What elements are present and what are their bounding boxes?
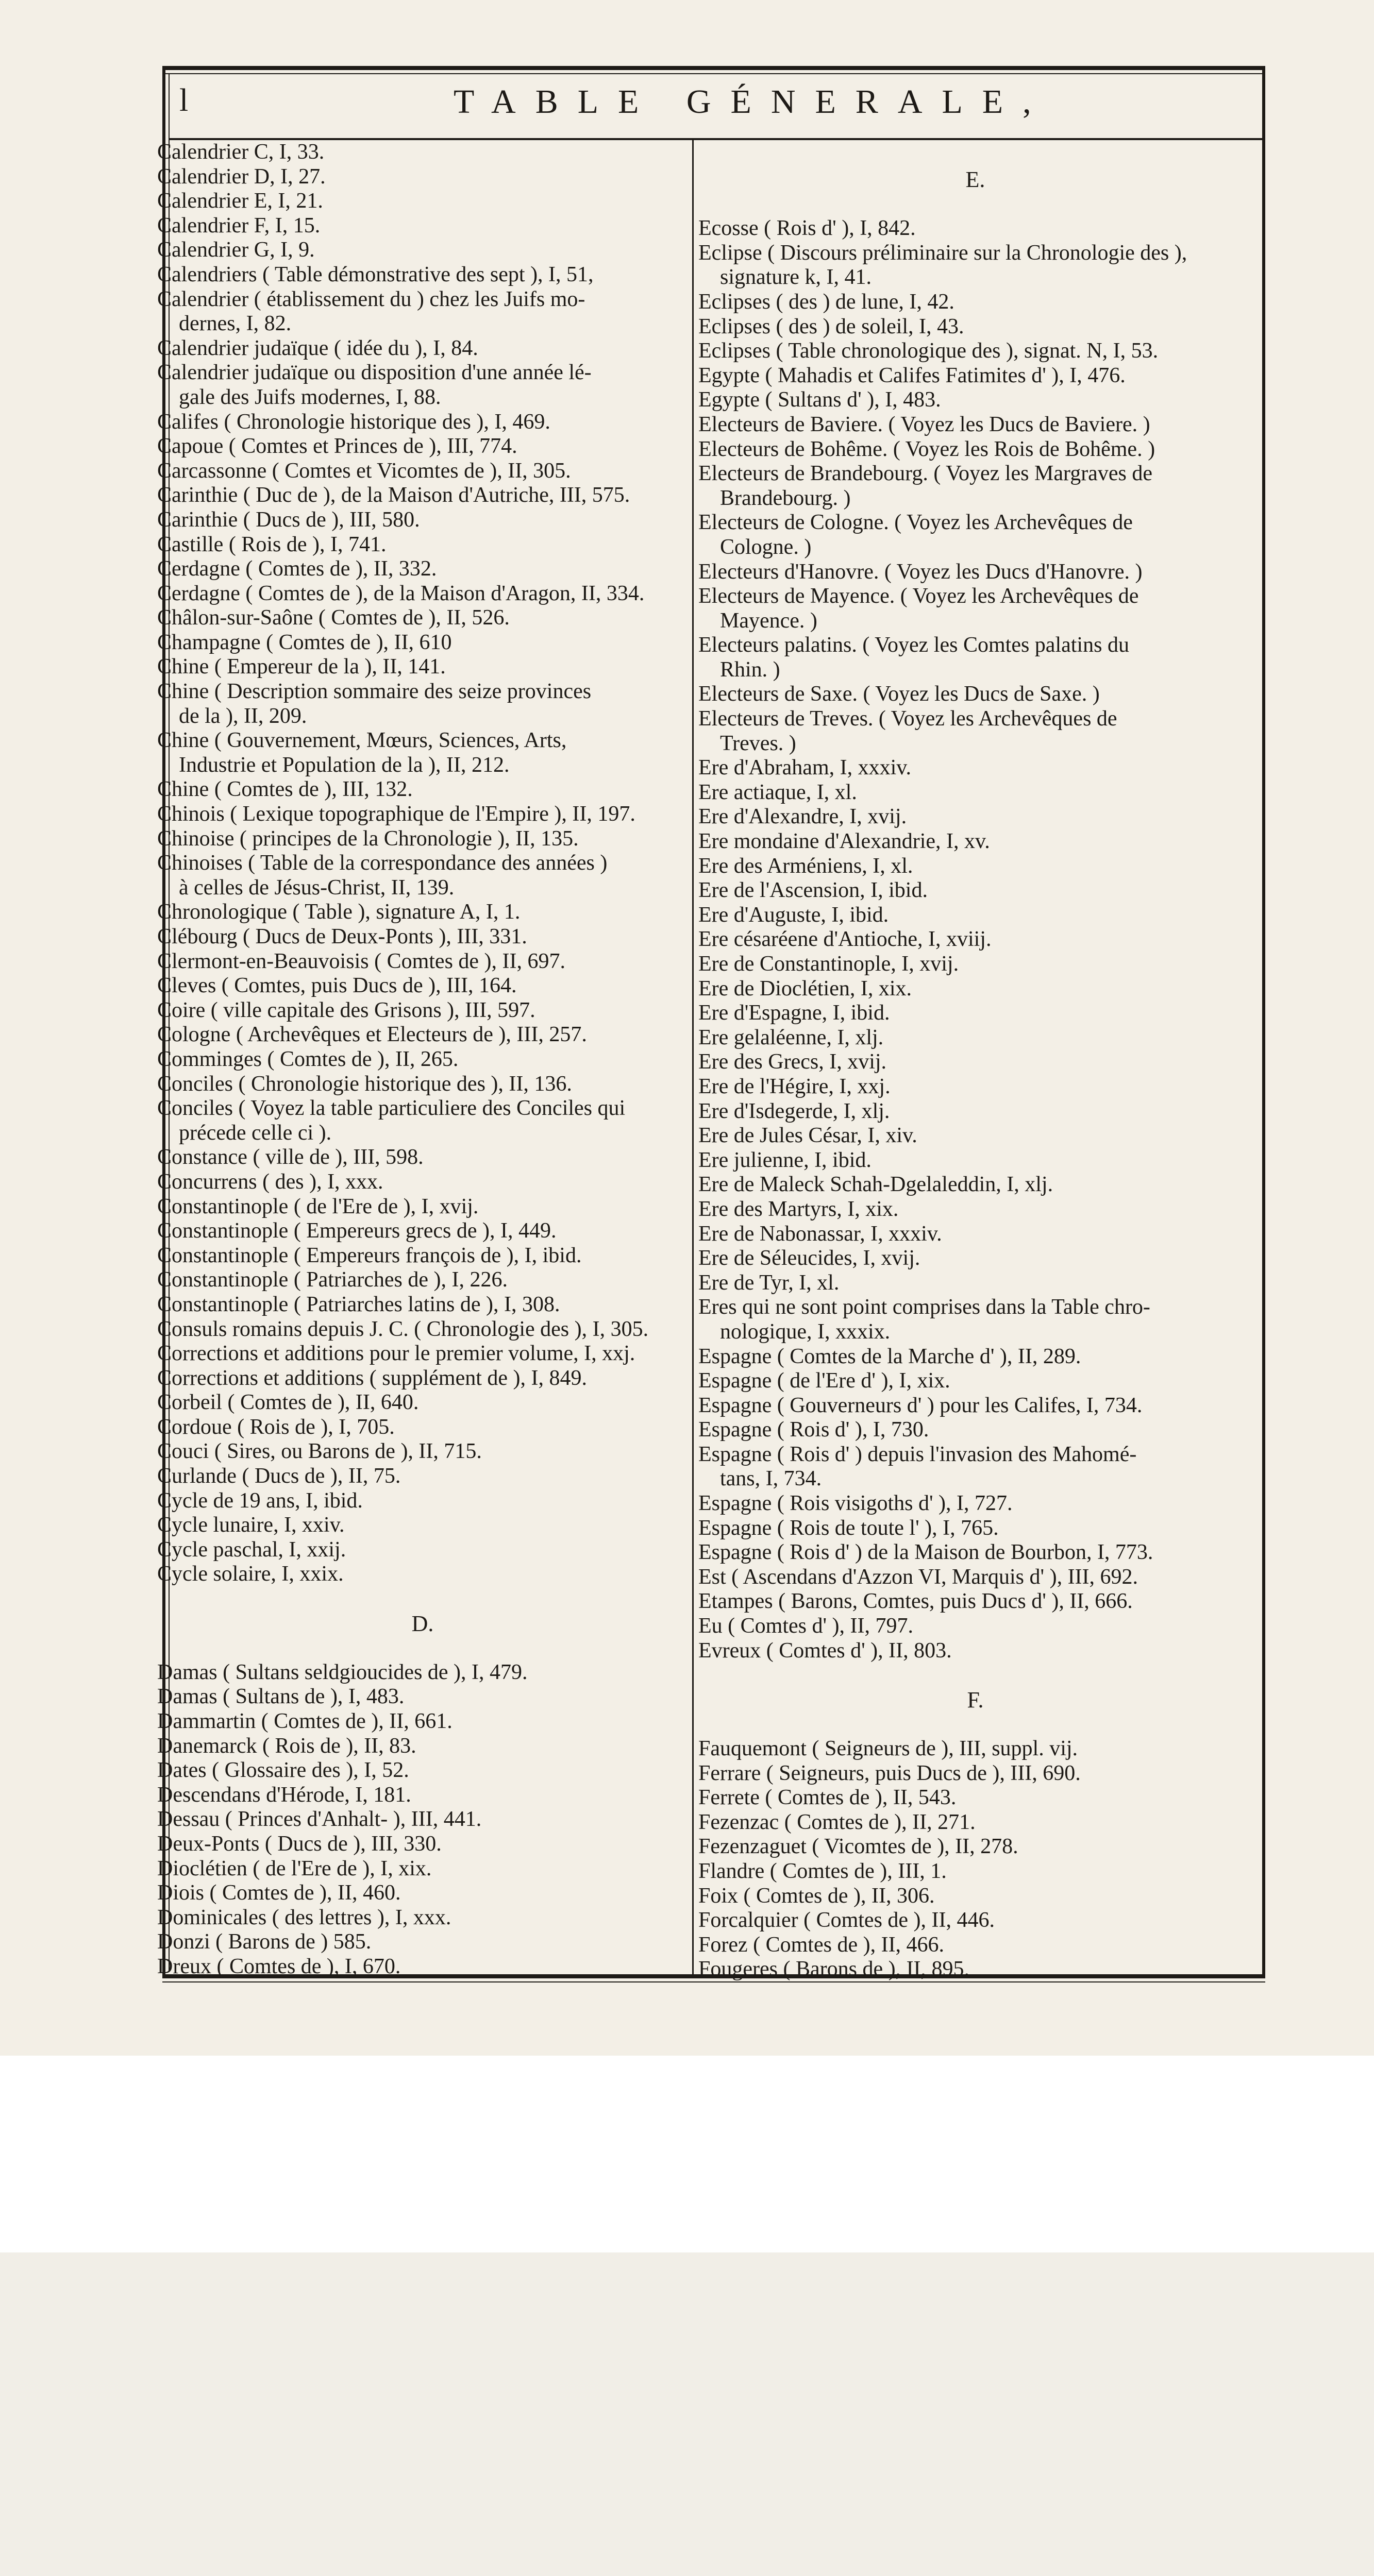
index-entry: Ere gelaléenne, I, xlj. [698,1025,884,1049]
index-entry: Dessau ( Princes d'Anhalt- ), III, 441. [157,1807,482,1832]
index-entry-continuation: Rhin. ) [720,657,780,682]
index-entry: Eclipses ( Table chronologique des ), signat. N, I, 53. [698,339,1159,363]
index-entry: Couci ( Sires, ou Barons de ), II, 715. [157,1439,482,1464]
index-entry: Constance ( ville de ), III, 598. [157,1145,424,1170]
index-entry: Diois ( Comtes de ), II, 460. [157,1881,401,1905]
index-entry: Espagne ( de l'Ere d' ), I, xix. [698,1369,950,1393]
index-entry: Cycle lunaire, I, xxiv. [157,1513,345,1537]
index-entry: Cycle paschal, I, xxij. [157,1537,346,1562]
index-entry: Ere de Maleck Schah-Dgelaleddin, I, xlj. [698,1173,1053,1197]
index-entry: Ecosse ( Rois d' ), I, 842. [698,216,916,241]
index-entry: Calendrier ( établissement du ) chez les Juifs mo- [157,287,585,311]
index-entry: Calendrier G, I, 9. [157,238,315,262]
index-entry-continuation: Mayence. ) [720,608,817,633]
frame-top-rule-thin [162,73,1265,74]
index-entry: Ere des Grecs, I, xvij. [698,1050,887,1074]
index-entry: Damas ( Sultans de ), I, 483. [157,1685,405,1709]
index-entry-continuation: Brandebourg. ) [720,486,851,510]
index-entry: Donzi ( Barons de ) 585. [157,1930,372,1954]
index-entry: Calendrier C, I, 33. [157,140,325,164]
index-entry: Chine ( Empereur de la ), II, 141. [157,655,446,679]
index-entry: Electeurs de Saxe. ( Voyez les Ducs de Saxe. ) [698,682,1100,706]
index-entry: Electeurs de Cologne. ( Voyez les Archevêques de [698,511,1133,535]
index-entry: Chinois ( Lexique topographique de l'Empire ), II, 197. [157,802,635,826]
index-entry: Espagne ( Rois d' ) de la Maison de Bourbon, I, 773. [698,1540,1153,1565]
index-entry: Espagne ( Rois d' ) depuis l'invasion des Mahomé- [698,1442,1137,1466]
index-entry: Cologne ( Archevêques et Electeurs de ), III, 257. [157,1023,587,1047]
column-divider [692,140,694,1974]
frame-right-rule [1262,66,1265,1977]
index-entry: Ferrare ( Seigneurs, puis Ducs de ), III, 690. [698,1761,1081,1785]
index-entry: Ere de Constantinople, I, xvij. [698,952,959,976]
index-entry: Espagne ( Gouverneurs d' ) pour les Califes, I, 734. [698,1393,1143,1417]
index-entry-continuation: Industrie et Population de la ), II, 212. [179,753,510,777]
index-entry: Fauquemont ( Seigneurs de ), III, suppl. vij. [698,1737,1078,1760]
index-entry: Foix ( Comtes de ), II, 306. [698,1884,935,1908]
index-entry: Eclipse ( Discours préliminaire sur la Chronologie des ), [698,241,1187,265]
index-entry: Cleves ( Comtes, puis Ducs de ), III, 164. [157,974,517,998]
index-entry: Calendrier E, I, 21. [157,189,323,213]
index-entry: Ere des Arméniens, I, xl. [698,854,913,878]
index-entry: Ere d'Auguste, I, ibid. [698,903,889,927]
index-entry: Ere mondaine d'Alexandrie, I, xv. [698,829,990,854]
index-entry-continuation: nologique, I, xxxix. [720,1319,891,1344]
index-entry: Fougeres ( Barons de ), II, 895. [698,1957,970,1981]
index-entry: Corrections et additions ( supplément de ), I, 849. [157,1366,587,1390]
index-entry: Calendrier F, I, 15. [157,213,321,238]
index-entry-continuation: gale des Juifs modernes, I, 88. [179,385,441,409]
index-entry: Ere julienne, I, ibid. [698,1148,872,1172]
index-entry: Etampes ( Barons, Comtes, puis Ducs d' ), II, 666. [698,1589,1133,1614]
index-entry: Comminges ( Comtes de ), II, 265. [157,1047,459,1071]
index-entry-continuation: Treves. ) [720,731,796,755]
spacer [698,1712,1252,1737]
index-entry-continuation: Cologne. ) [720,535,812,559]
spacer [157,1636,688,1660]
index-entry: Eres qui ne sont point comprises dans la Table chro- [698,1295,1150,1319]
index-entry: Carinthie ( Duc de ), de la Maison d'Autriche, III, 575. [157,483,630,507]
index-entry: Curlande ( Ducs de ), II, 75. [157,1464,401,1488]
index-entry: Calendriers ( Table démonstrative des sept ), I, 51, [157,262,594,286]
index-entry: Ere actiaque, I, xl. [698,780,857,804]
spacer [157,1587,688,1612]
index-entry: Ferrete ( Comtes de ), II, 543. [698,1786,957,1810]
index-entry: Dreux ( Comtes de ), I, 670. [157,1954,401,1978]
index-entry: Espagne ( Rois visigoths d' ), I, 727. [698,1492,1013,1516]
index-entry: Ere de l'Hégire, I, xxj. [698,1074,891,1098]
section-letter: F. [967,1687,984,1713]
index-entry: Electeurs de Brandebourg. ( Voyez les Margraves de [698,462,1152,486]
index-entry: Cycle solaire, I, xxix. [157,1562,344,1586]
page-number: l [179,83,189,118]
index-entry: Dates ( Glossaire des ), I, 52. [157,1758,409,1783]
index-entry: Ere césaréene d'Antioche, I, xviij. [698,927,992,952]
section-letter: E. [965,167,985,192]
index-entry: Calendrier D, I, 27. [157,164,326,189]
index-entry: Châlon-sur-Saône ( Comtes de ), II, 526. [157,606,510,630]
index-entry: Champagne ( Comtes de ), II, 610 [157,630,452,654]
index-entry: Electeurs de Bohême. ( Voyez les Rois de Bohême. ) [698,437,1155,461]
index-entry: Electeurs de Mayence. ( Voyez les Archevêques de [698,584,1139,608]
index-entry: Constantinople ( Empereurs françois de ), I, ibid. [157,1243,582,1267]
index-entry-continuation: de la ), II, 209. [179,704,307,728]
index-entry: Espagne ( Rois d' ), I, 730. [698,1418,929,1442]
index-column-right [698,167,1252,1982]
index-entry: Ere de Tyr, I, xl. [698,1270,840,1295]
index-entry: Espagne ( Rois de toute l' ), I, 765. [698,1516,999,1540]
viewer-footer [0,2056,1374,2252]
index-entry: Ere d'Espagne, I, ibid. [698,1001,890,1025]
index-entry: Forez ( Comtes de ), II, 466. [698,1933,945,1957]
index-entry: Califes ( Chronologie historique des ), I, 469. [157,410,550,434]
index-column-left [157,140,688,1979]
index-entry: Eu ( Comtes d' ), II, 797. [698,1614,914,1638]
index-entry-continuation: à celles de Jésus-Christ, II, 139. [179,875,455,900]
index-entry: Electeurs d'Hanovre. ( Voyez les Ducs d'Hanovre. ) [698,560,1143,584]
index-entry: Electeurs de Treves. ( Voyez les Archevêques de [698,707,1117,731]
index-entry: Constantinople ( Patriarches de ), I, 226. [157,1268,508,1292]
index-entry: Electeurs de Baviere. ( Voyez les Ducs de Baviere. ) [698,412,1150,436]
spacer [698,192,1252,217]
index-entry: Eclipses ( des ) de lune, I, 42. [698,290,954,314]
index-entry: Cerdagne ( Comtes de ), de la Maison d'Aragon, II, 334. [157,581,645,605]
index-entry: Clébourg ( Ducs de Deux-Ponts ), III, 331. [157,925,527,948]
index-entry: Carinthie ( Ducs de ), III, 580. [157,507,420,532]
index-entry: Consuls romains depuis J. C. ( Chronologie des ), I, 305. [157,1317,649,1341]
index-entry: Cycle de 19 ans, I, ibid. [157,1488,363,1513]
index-entry: Electeurs palatins. ( Voyez les Comtes palatins du [698,633,1129,657]
index-entry: Corbeil ( Comtes de ), II, 640. [157,1391,419,1415]
index-entry: Damas ( Sultans seldgioucides de ), I, 479. [157,1660,528,1684]
index-entry: Chine ( Gouvernement, Mœurs, Sciences, Arts, [157,728,567,753]
index-entry: Chronologique ( Table ), signature A, I, 1. [157,900,521,924]
index-entry: Flandre ( Comtes de ), III, 1. [698,1859,947,1883]
index-entry: Ere de l'Ascension, I, ibid. [698,878,928,903]
index-entry: Eclipses ( des ) de soleil, I, 43. [698,314,964,338]
index-entry: Constantinople ( Empereurs grecs de ), I, 449. [157,1219,557,1243]
index-entry: Clermont-en-Beauvoisis ( Comtes de ), II, 697. [157,949,566,973]
index-entry: Est ( Ascendans d'Azzon VI, Marquis d' ), III, 692. [698,1565,1138,1589]
index-entry: Dominicales ( des lettres ), I, xxx. [157,1905,451,1929]
index-entry: Calendrier judaïque ( idée du ), I, 84. [157,336,478,360]
index-entry-continuation: signature k, I, 41. [720,265,872,290]
index-entry: Chine ( Description sommaire des seize provinces [157,680,592,704]
index-entry: Cerdagne ( Comtes de ), II, 332. [157,557,437,581]
index-entry: Ere de Séleucides, I, xvij. [698,1246,920,1270]
index-entry: Ere de Nabonassar, I, xxxiv. [698,1222,942,1246]
index-entry: Dioclétien ( de l'Ere de ), I, xix. [157,1856,432,1880]
index-entry-continuation: tans, I, 734. [720,1467,822,1491]
index-entry: Ere des Martyrs, I, xix. [698,1197,899,1221]
index-entry: Espagne ( Comtes de la Marche d' ), II, 289. [698,1344,1081,1368]
index-entry: Danemarck ( Rois de ), II, 83. [157,1734,416,1758]
index-entry: Deux-Ponts ( Ducs de ), III, 330. [157,1832,442,1856]
index-entry: Ere d'Abraham, I, xxxiv. [698,756,912,780]
index-entry-continuation: précede celle ci ). [179,1121,332,1145]
index-entry: Descendans d'Hérode, I, 181. [157,1783,411,1807]
index-entry: Concurrens ( des ), I, xxx. [157,1170,383,1194]
index-entry: Chinoises ( Table de la correspondance des années ) [157,851,608,875]
index-entry: Cordoue ( Rois de ), I, 705. [157,1415,395,1439]
index-entry: Forcalquier ( Comtes de ), II, 446. [698,1908,995,1933]
index-entry: Ere de Dioclétien, I, xix. [698,976,912,1001]
index-entry: Ere d'Isdegerde, I, xlj. [698,1099,890,1123]
spacer [698,1663,1252,1688]
index-entry: Corrections et additions pour le premier volume, I, xxj. [157,1342,635,1366]
index-entry: Castille ( Rois de ), I, 741. [157,532,387,556]
section-letter: D. [411,1611,434,1636]
index-entry: Ere d'Alexandre, I, xvij. [698,805,907,829]
index-entry: Fezenzaguet ( Vicomtes de ), II, 278. [698,1835,1018,1859]
index-entry-continuation: dernes, I, 82. [179,312,292,336]
index-entry: Conciles ( Chronologie historique des ), II, 136. [157,1072,572,1096]
index-entry: Capoue ( Comtes et Princes de ), III, 774. [157,434,517,459]
index-entry: Conciles ( Voyez la table particuliere des Conciles qui [157,1096,626,1121]
index-entry: Ere de Jules César, I, xiv. [698,1124,917,1148]
index-entry: Constantinople ( Patriarches latins de ), I, 308. [157,1292,560,1316]
index-entry: Dammartin ( Comtes de ), II, 661. [157,1709,453,1733]
page-title: TABLE GÉNERALE, [454,83,1051,121]
index-entry: Calendrier judaïque ou disposition d'une année lé- [157,361,592,385]
index-entry: Carcassonne ( Comtes et Vicomtes de ), II, 305. [157,459,571,483]
index-entry: Egypte ( Mahadis et Califes Fatimites d' ), I, 476. [698,363,1126,387]
index-entry: Evreux ( Comtes d' ), II, 803. [698,1638,952,1663]
index-entry: Coire ( ville capitale des Grisons ), III, 597. [157,998,535,1022]
index-entry: Egypte ( Sultans d' ), I, 483. [698,388,941,412]
index-entry: Fezenzac ( Comtes de ), II, 271. [698,1810,976,1834]
index-entry: Chine ( Comtes de ), III, 132. [157,777,413,802]
index-entry: Constantinople ( de l'Ere de ), I, xvij. [157,1194,479,1218]
index-entry: Chinoise ( principes de la Chronologie ), II, 135. [157,826,579,851]
frame-top-rule [162,66,1265,70]
